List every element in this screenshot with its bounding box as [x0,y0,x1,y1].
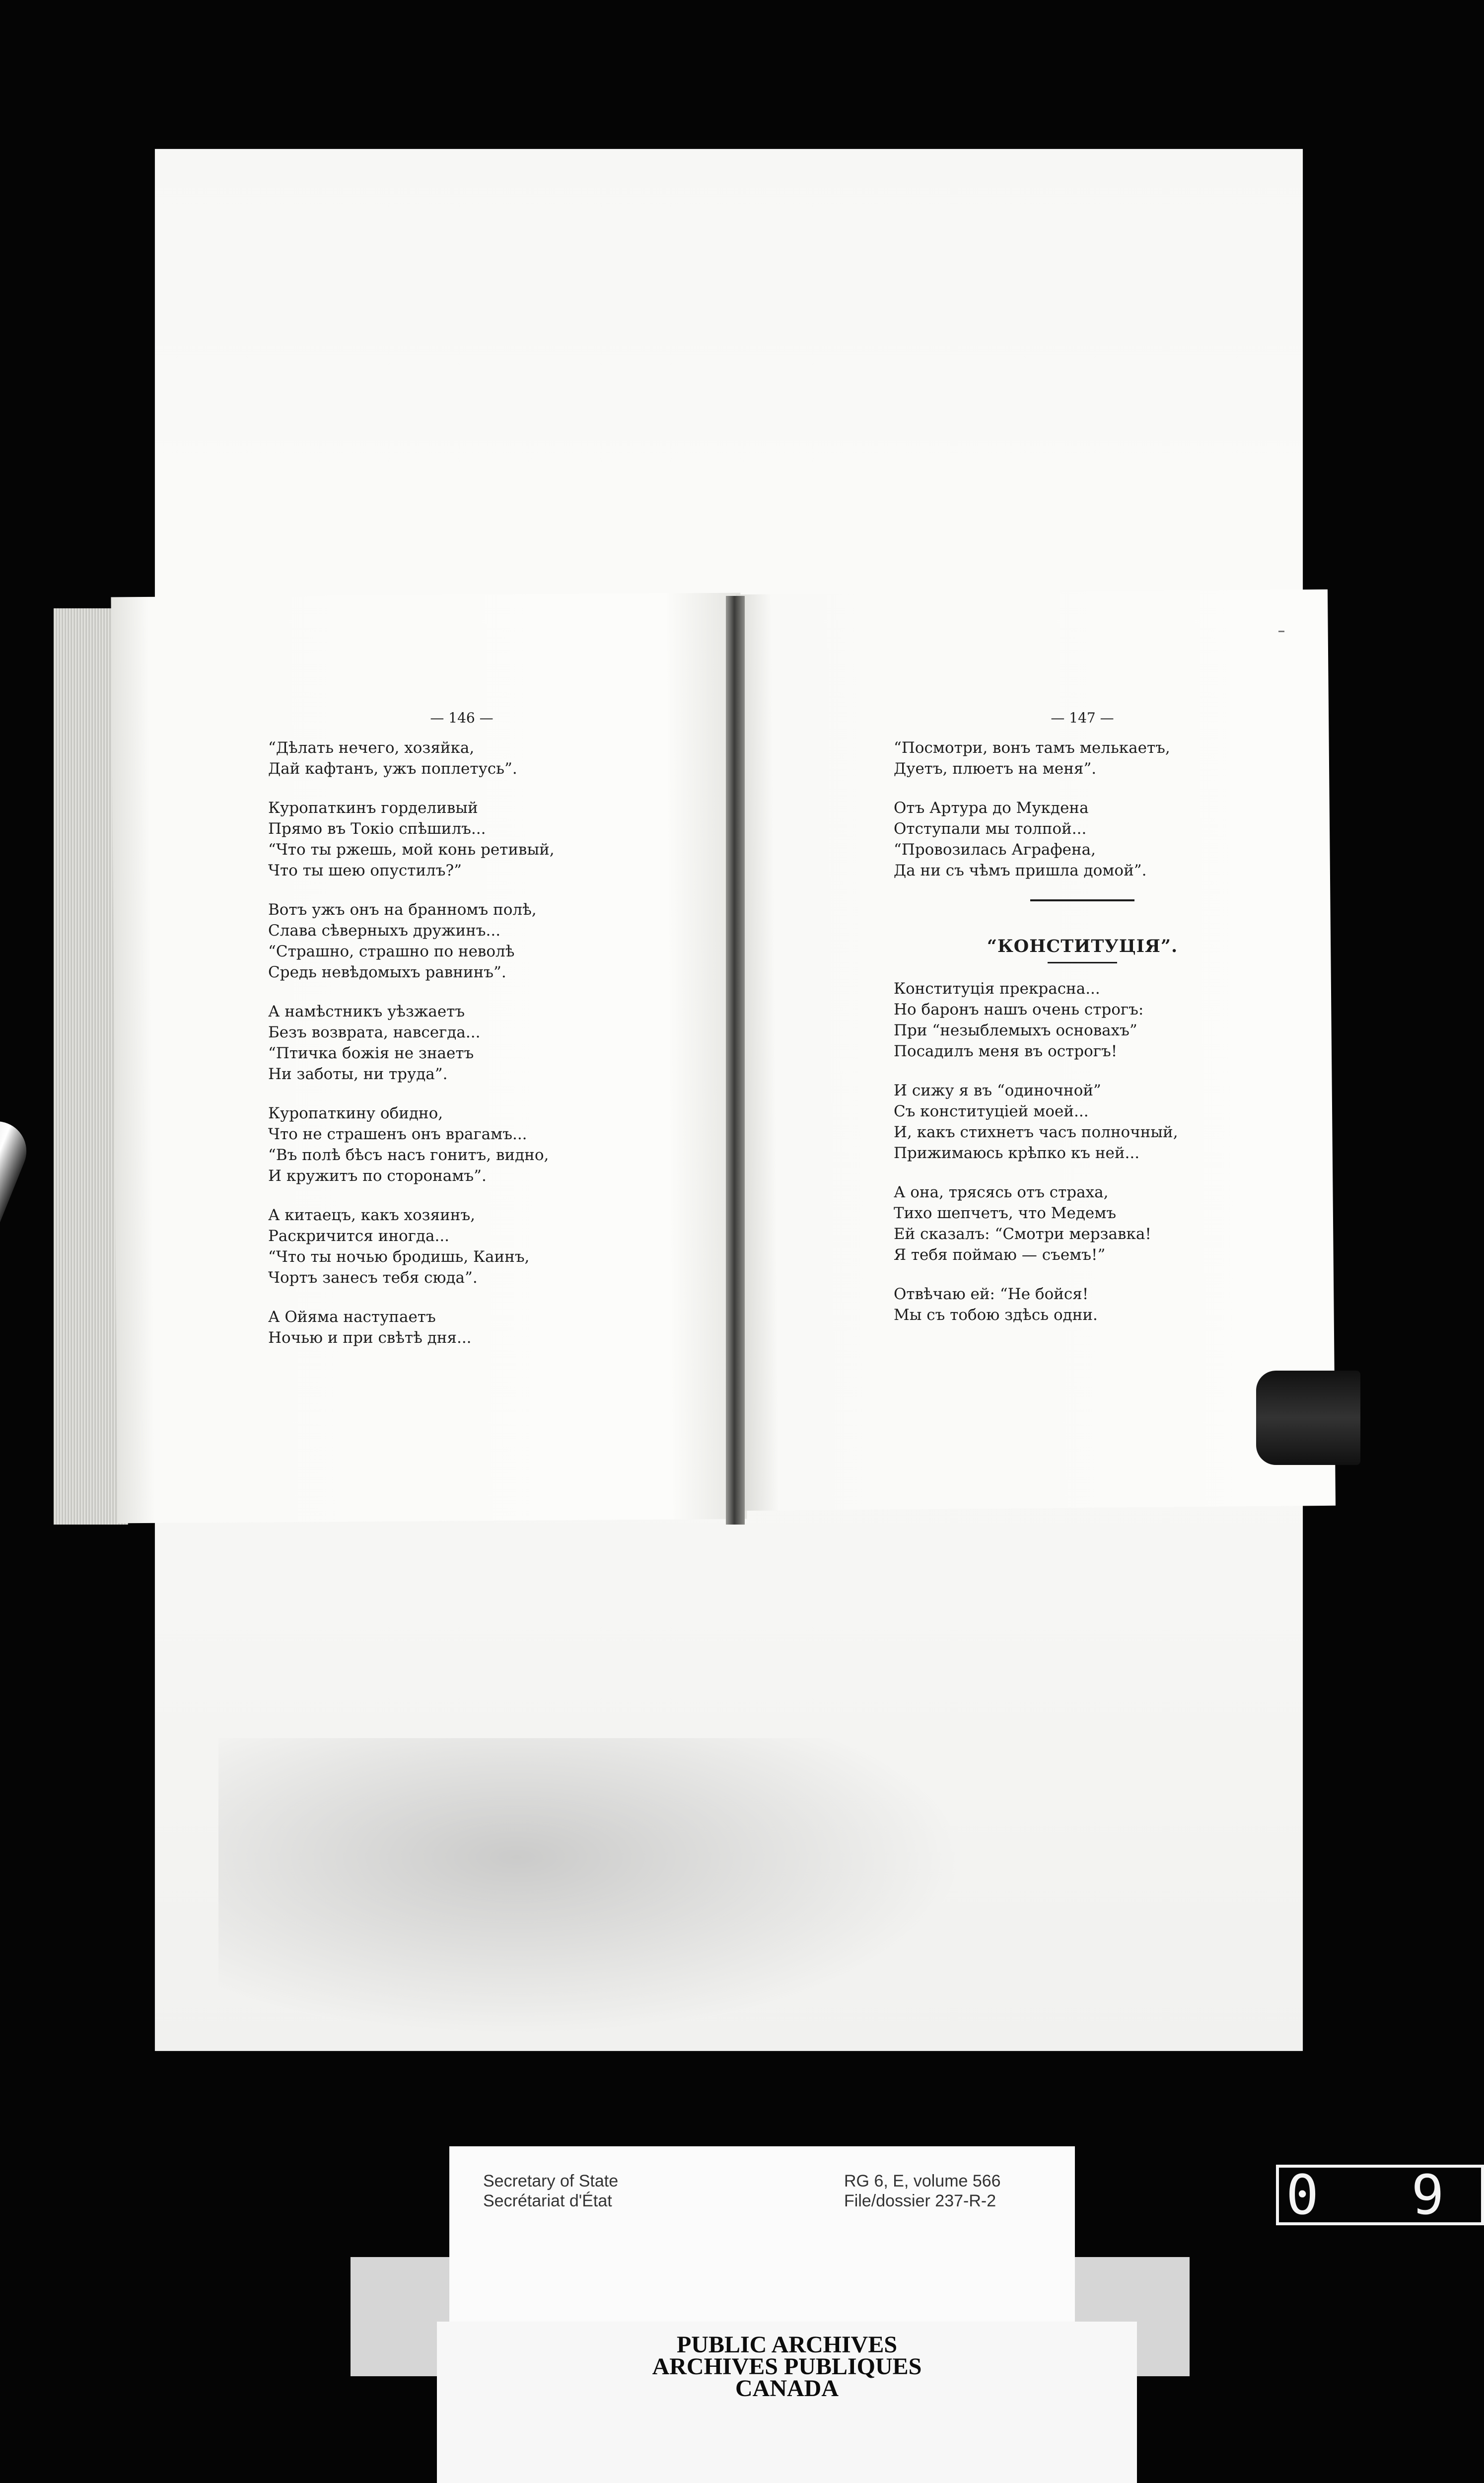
frame-number-text: 0 9 [1276,2165,1484,2225]
verse-line: Конституція прекрасна... [894,980,1100,998]
verse-line: Прямо въ Токіо спѣшилъ... [268,820,486,838]
verse-line: Слава сѣверныхъ дружинъ... [268,922,501,940]
verse-line: Отвѣчаю ей: “Не бойся! [894,1285,1089,1303]
verse-line: Но баронъ нашъ очень строгъ: [894,1001,1144,1019]
page-mark [1278,631,1284,632]
verse-line: Куропаткинъ горделивый [268,799,478,817]
stanza [894,978,1271,1062]
section-divider [1030,899,1134,901]
frame-number [1276,2160,1474,2230]
verse-line: “Страшно, страшно по неволѣ [268,943,515,960]
verse-line: Ни заботы, ни труда”. [268,1065,448,1083]
binder-clip [1256,1371,1360,1465]
right-page-text [894,708,1271,1344]
stanza [894,1080,1271,1164]
left-page-text [268,708,655,1367]
paper-knife [0,1112,35,1558]
right-page-stanzas-before [894,737,1271,881]
stanza [268,737,655,779]
verse-line: А китаецъ, какъ хозяинъ, [268,1206,476,1224]
archives-banner [437,2334,1137,2400]
verse-line: Дай кафтанъ, ужъ поплетусь”. [268,760,517,778]
department-fr: Secrétariat d'État [483,2191,612,2210]
verse-line: При “незыблемыхъ основахъ” [894,1022,1137,1039]
verse-line: Я тебя поймаю — съемъ!” [894,1246,1106,1264]
verse-line: Что не страшенъ онъ врагамъ... [268,1125,527,1143]
stanza [268,899,655,983]
verse-line: Что ты шею опустилъ?” [268,862,462,879]
verse-line: Вотъ ужъ онъ на бранномъ полѣ, [268,901,537,919]
stanza [894,1284,1271,1325]
verse-line: “Что ты ночью бродишь, Каинъ, [268,1248,530,1266]
stanza [268,1103,655,1186]
reference-volume: RG 6, E, volume 566 [844,2172,1001,2191]
stanza [894,1182,1271,1265]
book-gutter [726,596,745,1525]
reference-file: File/dossier 237-R-2 [844,2191,996,2210]
right-page-stanzas-after [894,978,1271,1325]
left-page-stanzas [268,737,655,1348]
stanza [268,1307,655,1348]
verse-line: Дуетъ, плюетъ на меня”. [894,760,1097,778]
verse-line: Прижимаюсь крѣпко къ ней... [894,1144,1140,1162]
stanza [894,737,1271,779]
page-number-146: — 146 — [430,710,494,726]
verse-line: Чортъ занесъ тебя сюда”. [268,1269,478,1287]
department-label [483,2171,618,2211]
verse-line: Раскричится иногда... [268,1227,450,1245]
verse-line: “Птичка божія не знаетъ [268,1044,474,1062]
department-en: Secretary of State [483,2172,619,2191]
reference-label [844,2171,1001,2211]
stanza [268,798,655,881]
archives-line-2: ARCHIVES PUBLIQUES [652,2353,922,2380]
label-band-tab-left [351,2257,450,2376]
verse-line: Съ конституціей моей... [894,1102,1089,1120]
verse-line: “Провозилась Аграфена, [894,841,1096,859]
verse-line: А она, трясясь отъ страха, [894,1183,1109,1201]
verse-line: “Что ты ржешь, мой конь ретивый, [268,841,555,859]
verse-line: Средь невѣдомыхъ равнинъ”. [268,963,506,981]
verse-line: Тихо шепчетъ, что Медемъ [894,1204,1117,1222]
title-underline [1048,962,1117,963]
verse-line: И кружитъ по сторонамъ”. [268,1167,487,1185]
verse-line: Отступали мы толпой... [894,820,1087,838]
verse-line: И, какъ стихнетъ часъ полночный, [894,1123,1178,1141]
verse-line: Отъ Артура до Мукдена [894,799,1089,817]
verse-line: Куропаткину обидно, [268,1104,443,1122]
verse-line: Мы съ тобою здѣсь одни. [894,1306,1098,1324]
verse-line: “Дѣлать нечего, хозяйка, [268,739,475,757]
stanza [268,1205,655,1288]
verse-line: А намѣстникъ уѣзжаетъ [268,1003,465,1021]
verse-line: Да ни съ чѣмъ пришла домой”. [894,862,1147,879]
page-number-147: — 147 — [1051,710,1114,726]
verse-line: Посадилъ меня въ острогъ! [894,1042,1118,1060]
archives-line-1: PUBLIC ARCHIVES [676,2332,898,2358]
stanza [894,798,1271,881]
archives-line-3: CANADA [735,2375,839,2402]
verse-line: Ей сказалъ: “Смотри мерзавка! [894,1225,1151,1243]
verse-line: А Ойяма наступаетъ [268,1308,436,1326]
backing-sheet-stain [218,1738,963,2036]
verse-line: Безъ возврата, навсегда... [268,1023,481,1041]
verse-line: Ночью и при свѣтѣ дня... [268,1329,472,1347]
verse-line: “Посмотри, вонъ тамъ мелькаетъ, [894,739,1170,757]
verse-line: “Въ полѣ бѣсъ насъ гонитъ, видно, [268,1146,549,1164]
section-title: “КОНСТИТУЦІЯ”. [987,936,1178,956]
archive-reference-card [449,2146,1075,2330]
verse-line: И сижу я въ “одиночной” [894,1082,1101,1099]
stanza [268,1001,655,1085]
